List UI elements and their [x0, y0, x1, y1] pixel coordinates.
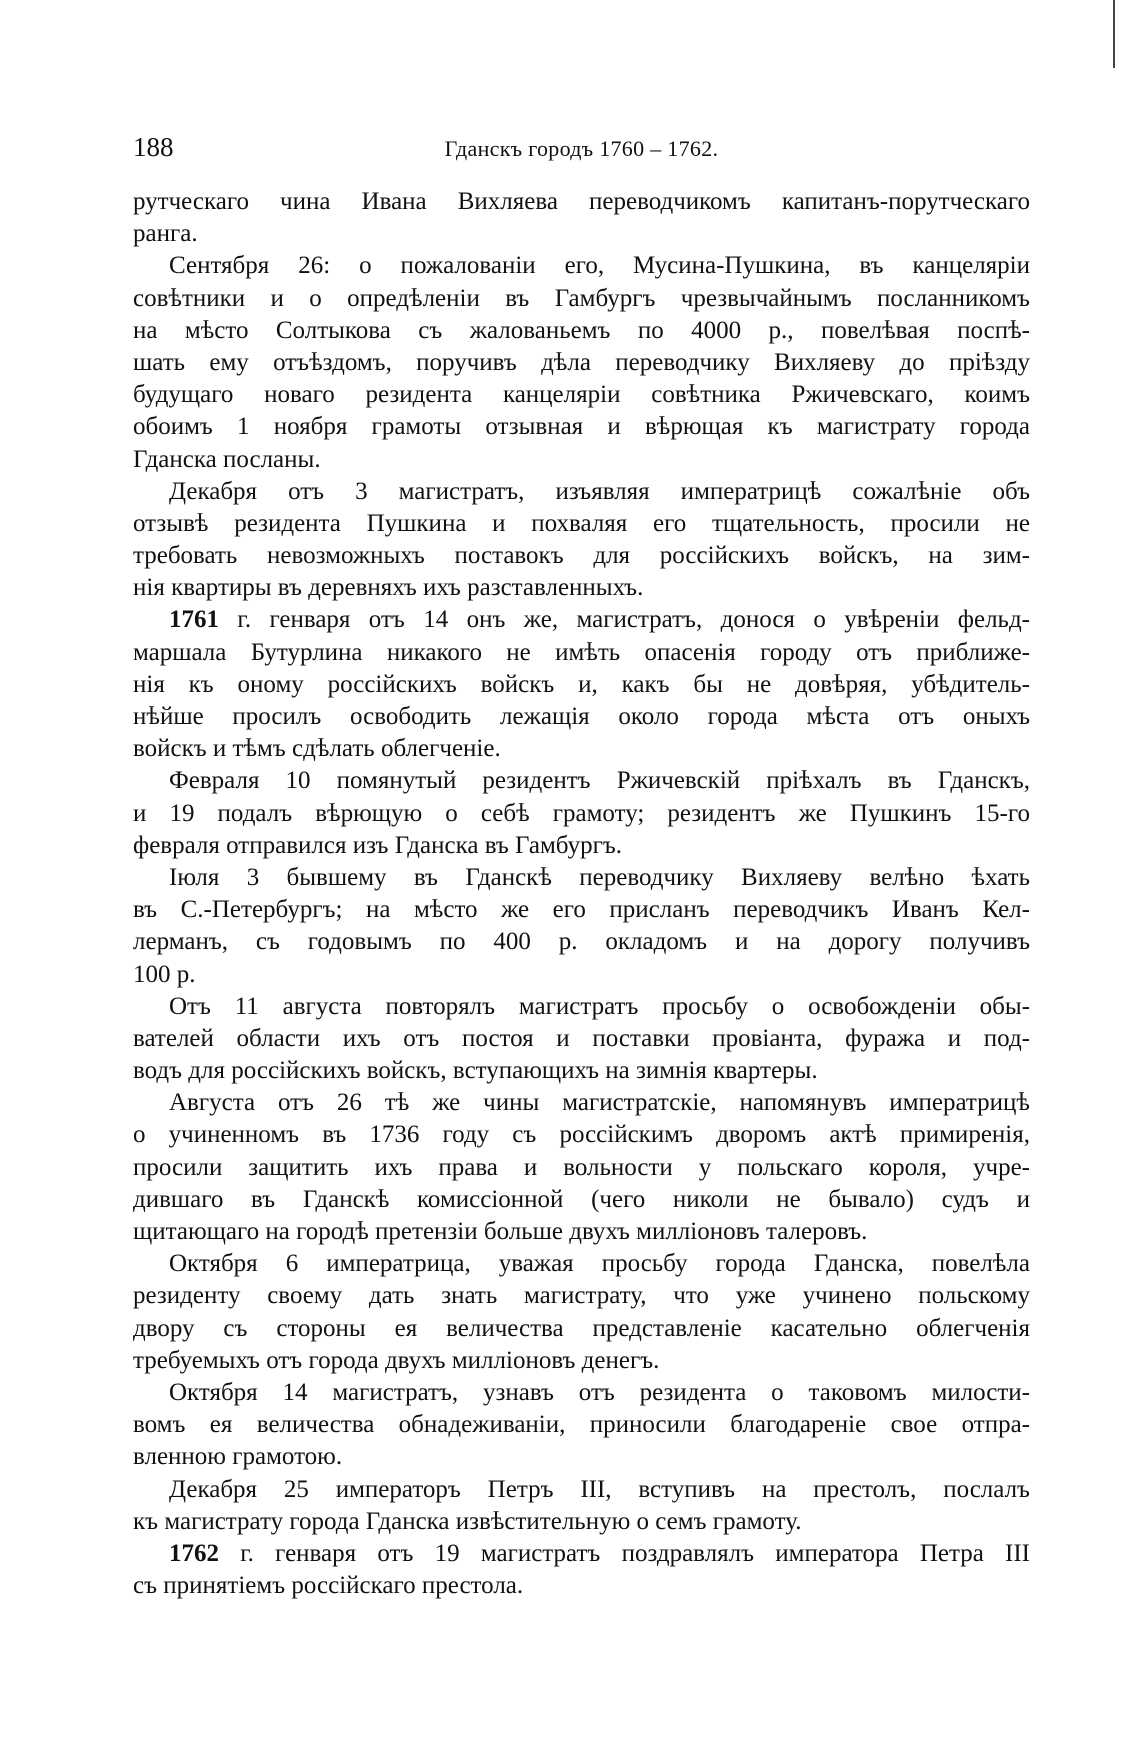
line-text: совѣтники и о опредѣленіи въ Гамбургъ чрезвычайнымъ посланникомъ [133, 284, 1030, 312]
text-line [133, 733, 1030, 765]
line-text: просили защитить ихъ права и вольности у польскаго короля, учре- [133, 1153, 1030, 1181]
line-text: Сентября 26: о пожалованіи его, Мусина-Пушкина, въ канцеляріи [169, 252, 1030, 280]
line-text: г. генваря отъ 19 магистратъ поздравлялъ императора Петра III [219, 1539, 1030, 1567]
text-line [133, 1216, 1030, 1248]
line-text: Октября 14 магистратъ, узнавъ отъ резидента о таковомъ милости- [169, 1378, 1030, 1406]
line-text: шать ему отъѣздомъ, поручивъ дѣла переводчику Вихляеву до пріѣзду [133, 348, 1030, 376]
line-text: Отъ 11 августа повторялъ магистратъ просьбу о освобожденіи обы- [169, 992, 1030, 1020]
line-text: о учиненномъ въ 1736 году съ россійскимъ дворомъ актѣ примиренія, [133, 1121, 1030, 1149]
text-line [133, 1248, 1030, 1280]
year-label: 1761 [169, 606, 219, 634]
text-line [133, 669, 1030, 701]
text-line [133, 379, 1030, 411]
year-label: 1762 [169, 1539, 219, 1567]
line-text: маршала Бутурлина никакого не имѣть опасенія городу отъ приближе- [133, 638, 1030, 666]
page-body [133, 186, 1030, 1602]
text-line [133, 1023, 1030, 1055]
line-text: лерманъ, съ годовымъ по 400 р. окладомъ и на дорогу получивъ [133, 928, 1030, 956]
line-text: водъ для россійскихъ войскъ, вступающихъ на зимнія квартеры. [133, 1057, 818, 1085]
paragraph [133, 1377, 1030, 1474]
line-text: ранга. [133, 220, 198, 248]
text-line [133, 186, 1030, 218]
running-title: Гданскъ городъ 1760 – 1762. [444, 136, 719, 161]
text-line [133, 1409, 1030, 1441]
paragraph [133, 250, 1030, 475]
paragraph [133, 862, 1030, 991]
paragraph [133, 1474, 1030, 1538]
text-line [133, 798, 1030, 830]
paragraph [133, 186, 1030, 250]
line-text: февраля отправился изъ Гданска въ Гамбургъ. [133, 831, 623, 859]
text-line [133, 926, 1030, 958]
line-text: обоимъ 1 ноября грамоты отзывная и вѣрющая къ магистрату города [133, 413, 1030, 441]
paragraph [133, 991, 1030, 1088]
line-text: щитающаго на городѣ претензіи больше двухъ милліоновъ талеровъ. [133, 1218, 868, 1245]
paragraph [133, 476, 1030, 605]
text-line [133, 1280, 1030, 1312]
text-line [133, 959, 1030, 991]
text-line [133, 1313, 1030, 1345]
line-text: Декабря 25 императоръ Петръ III, вступивъ на престолъ, послалъ [169, 1475, 1030, 1503]
text-line [133, 1119, 1030, 1151]
line-text: 100 р. [133, 960, 196, 988]
text-line [133, 1377, 1030, 1409]
page-header [133, 132, 1030, 166]
line-text: дившаго въ Гданскѣ комиссіонной (чего николи не бывало) судъ и [133, 1185, 1030, 1213]
text-line [133, 540, 1030, 572]
text-line [133, 1441, 1030, 1473]
text-line [133, 1570, 1030, 1602]
text-line [133, 347, 1030, 379]
text-line [133, 444, 1030, 476]
text-line [133, 283, 1030, 315]
text-line [133, 1184, 1030, 1216]
text-line [133, 894, 1030, 926]
paragraph [133, 765, 1030, 862]
line-text: нѣйше просилъ освободить лежащія около города мѣста отъ оныхъ [133, 703, 1030, 730]
line-text: на мѣсто Солтыкова съ жалованьемъ по 4000 р., повелѣвая поспѣ- [133, 316, 1030, 344]
paragraph [133, 604, 1030, 765]
text-line [133, 1506, 1030, 1538]
line-text: отзывѣ резидента Пушкина и похваляя его тщательность, просили не [133, 509, 1030, 537]
paragraph [133, 1538, 1030, 1602]
scan-edge-line [1113, 0, 1115, 68]
line-text: нія квартиры въ деревняхъ ихъ разставленныхъ. [133, 574, 644, 602]
paragraph [133, 1248, 1030, 1377]
text-line [133, 1538, 1030, 1570]
line-text: въ С.-Петербургъ; на мѣсто же его присланъ переводчикъ Иванъ Кел- [133, 896, 1030, 924]
paragraph [133, 1087, 1030, 1248]
text-line [133, 1087, 1030, 1119]
line-text: Октября 6 императрица, уважая просьбу города Гданска, повелѣла [169, 1250, 1030, 1278]
line-text: съ принятіемъ россійскаго престола. [133, 1572, 524, 1600]
line-text: требовать невозможныхъ поставокъ для россійскихъ войскъ, на зим- [133, 542, 1030, 570]
text-line [133, 508, 1030, 540]
text-line [133, 315, 1030, 347]
text-line [133, 250, 1030, 282]
text-line [133, 1345, 1030, 1377]
text-line [133, 701, 1030, 733]
text-line [133, 604, 1030, 636]
line-text: вателей области ихъ отъ постоя и поставки провіанта, фуража и под- [133, 1024, 1030, 1052]
text-line [133, 411, 1030, 443]
line-text: будущаго новаго резидента канцеляріи совѣтника Ржичевскаго, коимъ [133, 381, 1030, 409]
text-line [133, 862, 1030, 894]
page-number: 188 [133, 132, 174, 162]
line-text: нія къ оному россійскихъ войскъ и, какъ бы не довѣряя, убѣдитель- [133, 670, 1030, 698]
text-line [133, 218, 1030, 250]
line-text: г. генваря отъ 14 онъ же, магистратъ, донося о увѣреніи фельд- [219, 606, 1030, 634]
line-text: вомъ ея величества обнадеживаніи, приносили благодареніе свое отпра- [133, 1411, 1030, 1439]
text-line [133, 830, 1030, 862]
line-text: требуемыхъ отъ города двухъ милліоновъ денегъ. [133, 1346, 660, 1374]
text-line [133, 1152, 1030, 1184]
line-text: рутческаго чина Ивана Вихляева переводчикомъ капитанъ-порутческаго [133, 188, 1030, 215]
line-text: Іюля 3 бывшему въ Гданскѣ переводчику Вихляеву велѣно ѣхать [169, 863, 1030, 891]
text-line [133, 476, 1030, 508]
line-text: къ магистрату города Гданска извѣстительную о семъ грамоту. [133, 1507, 802, 1535]
text-line [133, 637, 1030, 669]
line-text: Гданска посланы. [133, 445, 321, 473]
text-line [133, 1474, 1030, 1506]
text-line [133, 572, 1030, 604]
line-text: Февраля 10 помянутый резидентъ Ржичевскій пріѣхалъ въ Гданскъ, [169, 767, 1030, 795]
line-text: резиденту своему дать знать магистрату, что уже учинено польскому [133, 1282, 1030, 1310]
line-text: Декабря отъ 3 магистратъ, изъявляя императрицѣ сожалѣніе объ [169, 477, 1030, 505]
text-line [133, 991, 1030, 1023]
text-line [133, 1055, 1030, 1087]
line-text: Августа отъ 26 тѣ же чины магистратскіе, напомянувъ императрицѣ [169, 1089, 1030, 1117]
line-text: вленною грамотою. [133, 1443, 343, 1471]
text-line [133, 765, 1030, 797]
line-text: войскъ и тѣмъ сдѣлать облегченіе. [133, 735, 501, 763]
line-text: двору съ стороны ея величества представленіе касательно облегченія [133, 1314, 1030, 1342]
line-text: и 19 подалъ вѣрющую о себѣ грамоту; резидентъ же Пушкинъ 15-го [133, 799, 1030, 827]
